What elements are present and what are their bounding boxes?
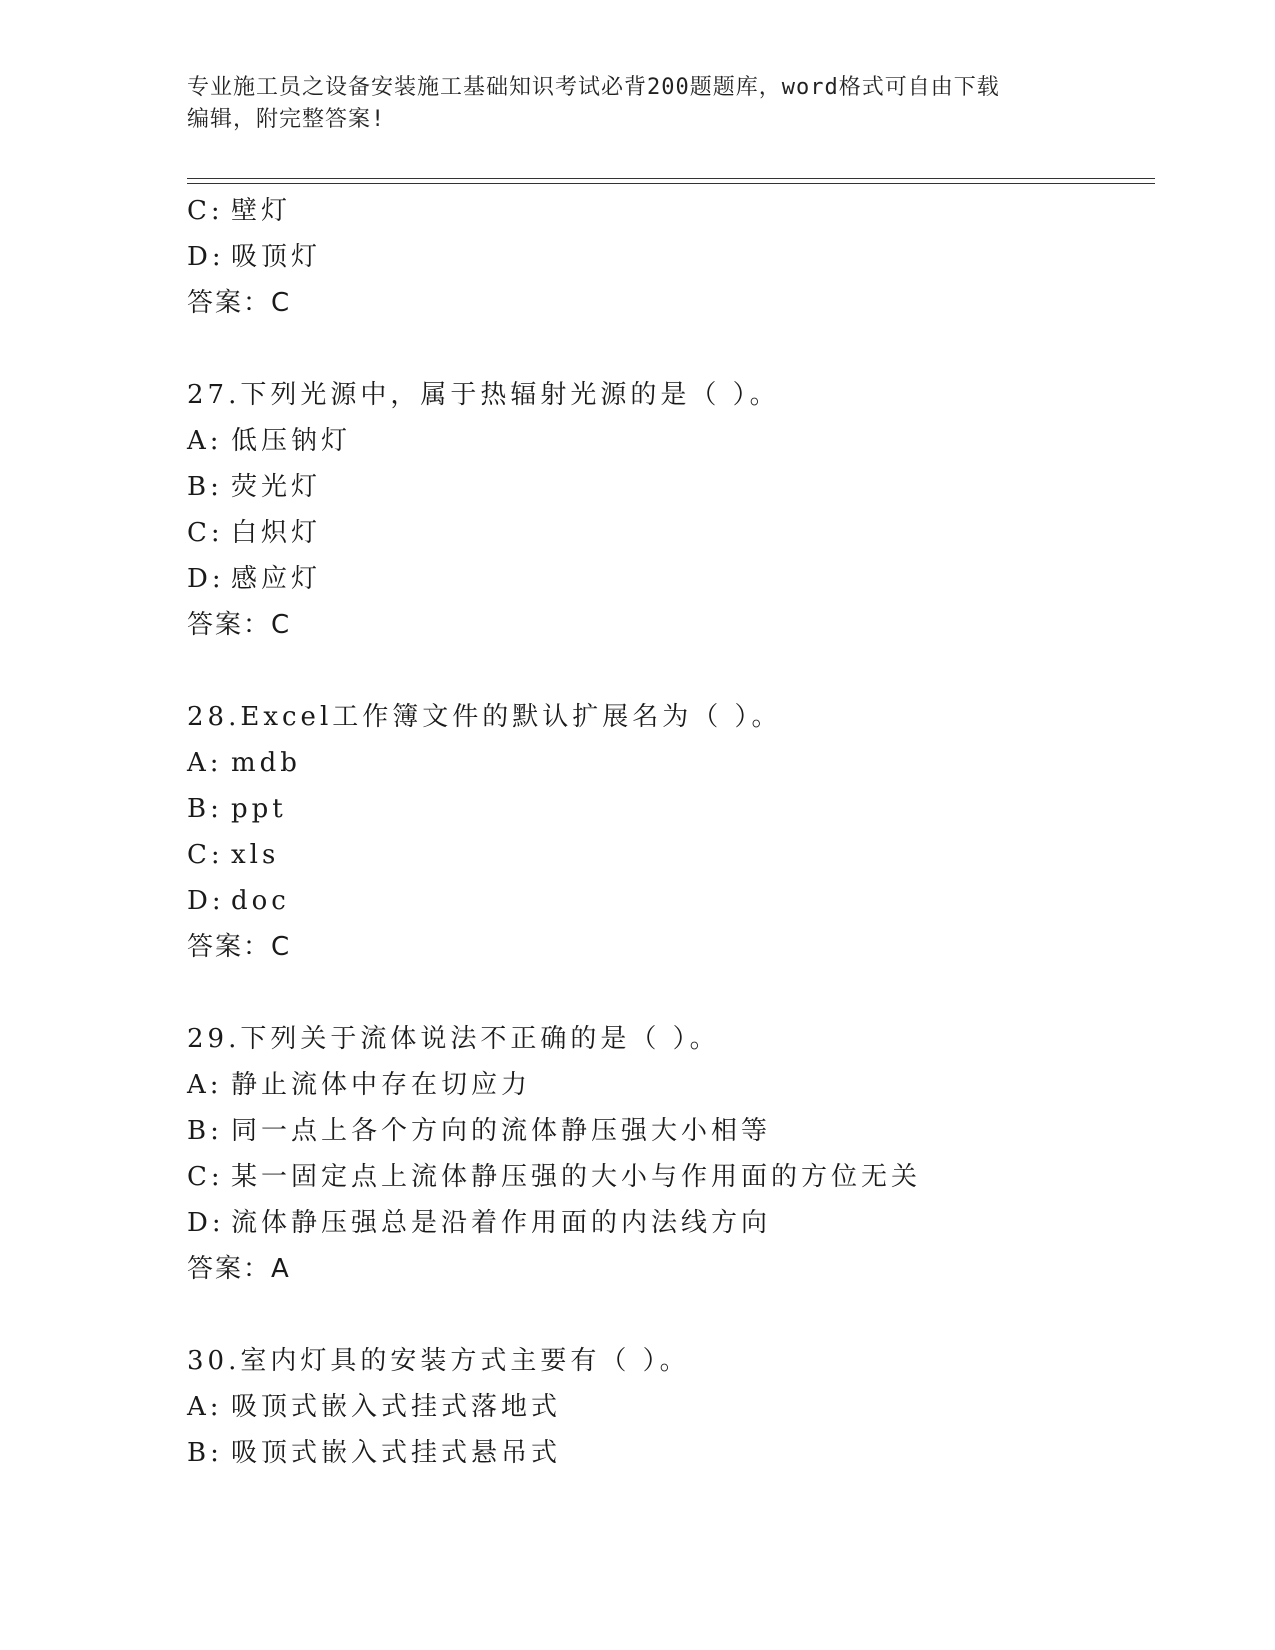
- option-row: [187, 878, 1155, 924]
- header-rule-top: [187, 178, 1155, 179]
- answer-line: 答案：C: [187, 610, 292, 640]
- option-label: C:: [187, 196, 224, 226]
- option-row: [187, 1154, 1155, 1200]
- option-text: mdb: [231, 748, 301, 778]
- spacer: [187, 648, 1155, 694]
- option-label: B:: [187, 794, 223, 824]
- option-label: A:: [187, 426, 223, 456]
- option-text: ppt: [231, 794, 287, 824]
- header-line-2: 编辑，附完整答案!: [187, 107, 386, 132]
- option-row: [187, 464, 1155, 510]
- option-label: D:: [187, 242, 225, 272]
- option-label: A:: [187, 1392, 223, 1422]
- answer-line: 答案：A: [187, 1254, 291, 1284]
- option-row: [187, 786, 1155, 832]
- spacer: [187, 326, 1155, 372]
- option-text: 吸顶灯: [231, 242, 322, 272]
- option-row: [187, 188, 1155, 234]
- option-text: doc: [231, 886, 290, 916]
- option-text: 感应灯: [231, 564, 322, 594]
- option-row: [187, 418, 1155, 464]
- option-label: C:: [187, 1162, 224, 1192]
- option-text: 低压钠灯: [231, 426, 352, 456]
- answer-line: 答案：C: [187, 288, 292, 318]
- document-header: [187, 72, 1087, 136]
- option-label: C:: [187, 840, 224, 870]
- option-label: A:: [187, 1070, 223, 1100]
- option-label: A:: [187, 748, 223, 778]
- option-row: [187, 1384, 1155, 1430]
- option-row: [187, 234, 1155, 280]
- spacer: [187, 1292, 1155, 1338]
- option-text: 白炽灯: [231, 518, 322, 548]
- option-text: 静止流体中存在切应力: [231, 1070, 532, 1100]
- option-text: 荧光灯: [231, 472, 322, 502]
- option-row: [187, 740, 1155, 786]
- option-label: C:: [187, 518, 224, 548]
- option-label: B:: [187, 1116, 223, 1146]
- document-body: [187, 188, 1155, 1476]
- option-row: [187, 1430, 1155, 1476]
- question-stem: 27.下列光源中，属于热辐射光源的是（ ）。: [187, 380, 780, 410]
- option-text: 流体静压强总是沿着作用面的内法线方向: [231, 1208, 772, 1238]
- question-stem: 30.室内灯具的安装方式主要有（ ）。: [187, 1346, 690, 1376]
- question-stem: 28.Excel工作簿文件的默认扩展名为（ ）。: [187, 702, 782, 732]
- header-line-1: 专业施工员之设备安装施工基础知识考试必背200题题库，word格式可自由下载: [187, 75, 1000, 100]
- option-text: 吸顶式嵌入式挂式悬吊式: [231, 1438, 562, 1468]
- option-row: [187, 510, 1155, 556]
- option-text: 某一固定点上流体静压强的大小与作用面的方位无关: [231, 1162, 922, 1192]
- option-label: D:: [187, 886, 225, 916]
- option-text: 壁灯: [231, 196, 292, 226]
- option-row: [187, 1062, 1155, 1108]
- spacer: [187, 970, 1155, 1016]
- question-stem: 29.下列关于流体说法不正确的是（ ）。: [187, 1024, 720, 1054]
- option-text: xls: [231, 840, 280, 870]
- option-text: 吸顶式嵌入式挂式落地式: [231, 1392, 562, 1422]
- option-label: B:: [187, 472, 223, 502]
- option-row: [187, 832, 1155, 878]
- option-row: [187, 1108, 1155, 1154]
- option-label: D:: [187, 1208, 225, 1238]
- header-rule-bottom: [187, 183, 1155, 184]
- option-text: 同一点上各个方向的流体静压强大小相等: [231, 1116, 772, 1146]
- option-label: B:: [187, 1438, 223, 1468]
- option-row: [187, 1200, 1155, 1246]
- option-row: [187, 556, 1155, 602]
- option-label: D:: [187, 564, 225, 594]
- answer-line: 答案：C: [187, 932, 292, 962]
